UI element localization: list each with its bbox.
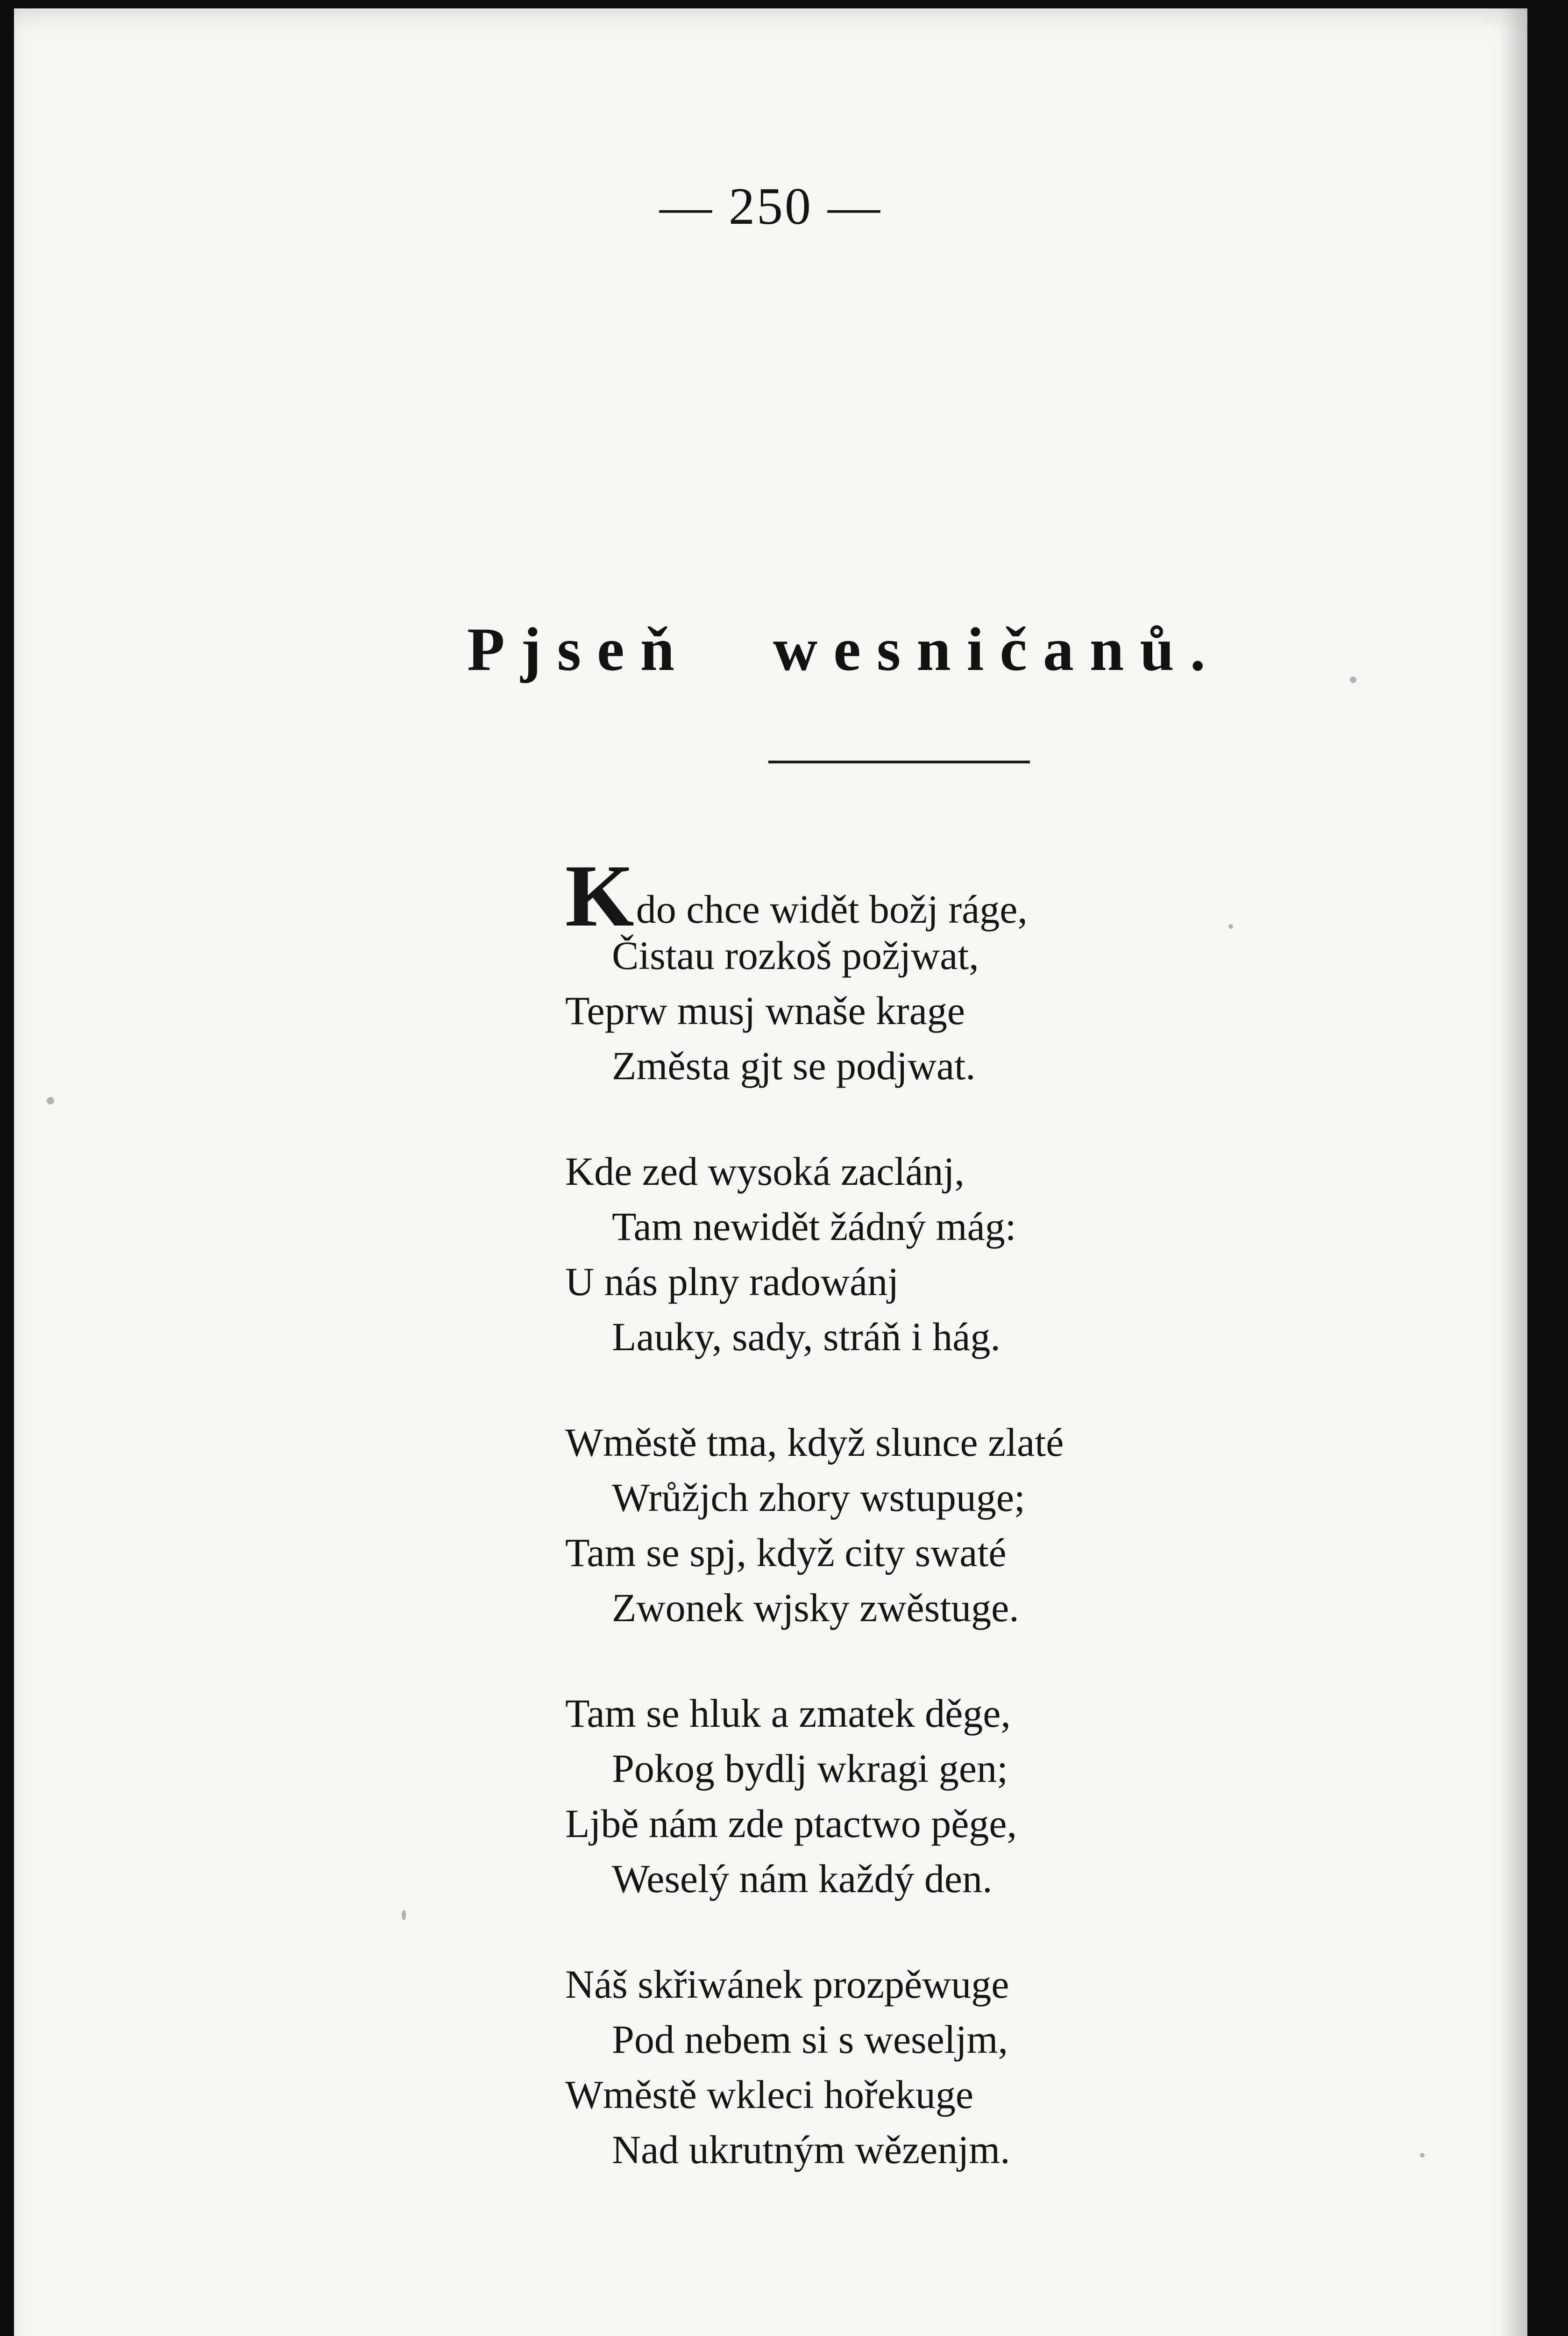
paper-speck bbox=[1228, 924, 1233, 929]
spine-shadow bbox=[1499, 8, 1527, 2336]
poem-line-text: do chce widět božj ráge, bbox=[636, 887, 1028, 932]
poem-line: U nás plny radowánj bbox=[565, 1259, 899, 1304]
poem-line: Ljbě nám zde ptactwo pěge, bbox=[565, 1801, 1017, 1846]
book-page bbox=[14, 8, 1527, 2336]
poem-body bbox=[565, 847, 1313, 2228]
page-number: — 250 — bbox=[660, 178, 882, 235]
paper-speck bbox=[1350, 677, 1356, 683]
poem-line: Zwonek wjsky zwěstuge. bbox=[612, 1585, 1019, 1630]
paper-speck bbox=[47, 1097, 54, 1104]
poem-line: Nad ukrutným wězenjm. bbox=[612, 2127, 1010, 2172]
poem-line bbox=[565, 847, 1313, 945]
stanza-1 bbox=[565, 847, 1313, 1093]
paper-speck bbox=[402, 1910, 406, 1920]
poem-line: Lauky, sady, stráň i hág. bbox=[612, 1314, 1000, 1359]
poem-line: Pokog bydlj wkragi gen; bbox=[612, 1746, 1008, 1791]
poem-line: Pod nebem si s weseljm, bbox=[612, 2017, 1008, 2062]
poem-title: Pjseň wesničanů. bbox=[467, 615, 1221, 684]
poem-line: Teprw musj wnaše krage bbox=[565, 988, 965, 1033]
poem-line: Čistau rozkoš požjwat, bbox=[612, 933, 979, 978]
poem-line: Kde zed wysoká zaclánj, bbox=[565, 1149, 965, 1194]
drop-cap: K bbox=[565, 847, 634, 945]
stanza-4 bbox=[565, 1686, 1313, 1906]
stanza-2 bbox=[565, 1144, 1313, 1364]
poem-line: Wměstě tma, když slunce zlaté bbox=[565, 1420, 1064, 1465]
poem-line: Tam newidět žádný mág: bbox=[612, 1204, 1016, 1249]
poem-line: Tam se hluk a zmatek děge, bbox=[565, 1691, 1011, 1736]
poem-line: Wrůžjch zhory wstupuge; bbox=[612, 1475, 1025, 1520]
title-rule bbox=[768, 761, 1030, 763]
poem-line: Weselý nám každý den. bbox=[612, 1856, 993, 1901]
poem-line: Tam se spj, když city swaté bbox=[565, 1530, 1007, 1575]
stanza-3 bbox=[565, 1415, 1313, 1635]
poem-line: Wměstě wkleci hořekuge bbox=[565, 2072, 973, 2117]
stanza-5 bbox=[565, 1957, 1313, 2177]
poem-line: Náš skřiwánek prozpěwuge bbox=[565, 1962, 1009, 2007]
poem-line: Změsta gjt se podjwat. bbox=[612, 1043, 976, 1088]
paper-speck bbox=[1420, 2153, 1425, 2158]
